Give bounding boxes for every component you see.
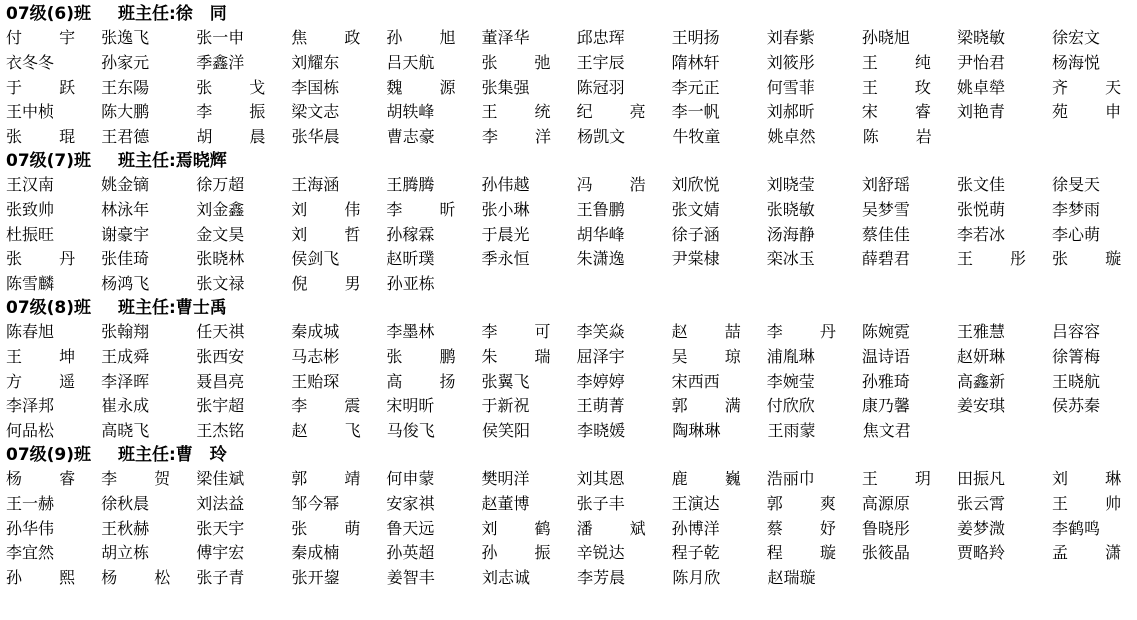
student-name: 赵妍琳: [956, 346, 1005, 366]
student-name: 邱忠珲: [576, 28, 625, 47]
student-name: 张子青: [196, 568, 245, 588]
student-name: 张华晨: [291, 127, 340, 147]
student-name: 张 萌: [291, 518, 377, 538]
student-name: 焦 政: [291, 28, 377, 47]
student-name: 何申蒙: [386, 468, 435, 488]
student-name: 李心萌: [1052, 224, 1101, 244]
student-name: 孙华伟: [6, 518, 55, 538]
student-name: 孙博洋: [671, 518, 720, 538]
student-name: 梁佳斌: [196, 468, 245, 488]
student-name: 刘晓莹: [766, 174, 815, 194]
student-row: [6, 419, 1104, 444]
student-name: 王中桢: [6, 102, 55, 122]
student-name: 张佳琦: [101, 249, 150, 269]
student-name: 赵 飞: [291, 421, 377, 441]
student-name: 吴 琼: [671, 346, 757, 366]
student-name: 付 宇: [6, 28, 92, 47]
student-row: [6, 51, 1104, 76]
class-label: 07级(8)班: [6, 297, 92, 318]
student-name: 王一赫: [6, 493, 55, 513]
student-name: 刘志诚: [481, 568, 530, 588]
student-name: 金文昊: [196, 224, 245, 244]
student-name: 李 可: [481, 321, 567, 341]
student-name: 杜振旺: [6, 224, 55, 244]
student-name: 王 玫: [861, 77, 947, 97]
student-name: 张文佳: [956, 174, 1005, 194]
student-row: [6, 566, 1104, 591]
student-row: [6, 345, 1104, 370]
student-name: 李芳晨: [577, 568, 626, 588]
student-name: 徐秋晨: [101, 493, 150, 513]
student-name: 纪 亮: [576, 102, 662, 122]
student-name: 于新祝: [481, 396, 530, 416]
class-section: [6, 444, 1137, 591]
student-row: [6, 173, 1104, 198]
student-name: 张子丰: [576, 493, 625, 513]
student-name: 郭 靖: [291, 468, 377, 488]
student-name: 蔡 妤: [766, 518, 852, 538]
head-teacher-label: 班主任:曹 玲: [118, 444, 227, 465]
student-name: 姜梦溦: [956, 518, 1005, 538]
student-name: 隋林轩: [671, 52, 720, 72]
student-name: 刘春紫: [766, 28, 815, 47]
student-name: 陶琳琳: [672, 421, 721, 441]
student-row: [6, 320, 1104, 345]
student-name: 梁文志: [291, 102, 340, 122]
student-name: 王 统: [481, 102, 567, 122]
student-name: 赵昕璞: [386, 249, 435, 269]
student-name: 于晨光: [481, 224, 530, 244]
student-name: 孙伟越: [481, 174, 530, 194]
student-name: 王雨蒙: [767, 421, 816, 441]
student-name: 张西安: [196, 346, 245, 366]
student-name: 刘 伟: [291, 199, 377, 219]
student-name: 刘筱彤: [766, 52, 815, 72]
student-name: 王海涵: [291, 174, 340, 194]
student-name: 栾冰玉: [766, 249, 815, 269]
student-name: 高晓飞: [101, 421, 150, 441]
student-name: 秦成楠: [291, 543, 340, 563]
student-name: 杨 松: [101, 568, 187, 588]
student-name: 徐箐梅: [1052, 346, 1101, 366]
head-teacher-label: 班主任:焉晓辉: [118, 150, 227, 171]
student-name: 刘艳青: [956, 102, 1005, 122]
student-name: 王鲁鹏: [576, 199, 625, 219]
student-name: 陈月欣: [672, 568, 721, 588]
student-name: 胡 晨: [196, 127, 282, 147]
student-name: 孙亚栋: [386, 274, 435, 294]
head-teacher-label: 班主任:曹士禹: [118, 297, 227, 318]
student-name: 张逸飞: [101, 28, 150, 47]
student-row: [6, 370, 1104, 395]
student-name: 程子乾: [671, 543, 720, 563]
student-name: 林泳年: [101, 199, 150, 219]
student-name: 王萌菁: [576, 396, 625, 416]
student-row: [6, 467, 1137, 492]
student-name: 孙 振: [481, 543, 567, 563]
student-name: 冯 浩: [576, 174, 662, 194]
class-header: [6, 444, 1104, 467]
student-name: 王雅慧: [956, 321, 1005, 341]
student-row: [6, 76, 1137, 101]
class-label: 07级(6)班: [6, 4, 92, 24]
student-name: 浩丽巾: [766, 468, 815, 488]
student-name: 鲁天远: [386, 518, 435, 538]
head-teacher-label: 班主任:徐 同: [118, 4, 227, 24]
student-name: 浦胤琳: [766, 346, 815, 366]
student-name: 李若冰: [956, 224, 1005, 244]
student-name: 李 震: [291, 396, 377, 416]
student-name: 程 璇: [766, 543, 852, 563]
student-name: 康乃馨: [861, 396, 910, 416]
class-header: [6, 3, 1104, 26]
student-name: 李泽邦: [6, 396, 55, 416]
class-header: [6, 297, 1104, 320]
student-name: 梁晓敏: [956, 28, 1005, 47]
student-name: 张云霄: [956, 493, 1005, 513]
student-name: 王明扬: [671, 28, 720, 47]
student-name: 潘 斌: [576, 518, 662, 538]
student-name: 何品松: [6, 421, 55, 441]
student-name: 徐宏文: [1052, 28, 1101, 47]
student-name: 汤海静: [766, 224, 815, 244]
student-name: 刘郝昕: [766, 102, 815, 122]
student-name: 王 坤: [6, 346, 92, 366]
student-name: 王宇辰: [576, 52, 625, 72]
student-name: 张翼飞: [481, 371, 530, 391]
student-name: 王 玥: [861, 468, 947, 488]
student-name: 季永恒: [481, 249, 530, 269]
student-name: 王晓航: [1052, 371, 1101, 391]
student-name: 聂昌亮: [196, 371, 245, 391]
student-name: 王汉南: [6, 174, 55, 194]
student-name: 吕容容: [1052, 321, 1101, 341]
student-name: 孟 潇: [1052, 543, 1137, 563]
student-row: [6, 198, 1104, 223]
student-name: 王 帅: [1052, 493, 1137, 513]
student-name: 尹棠棣: [671, 249, 720, 269]
student-name: 姜智丰: [386, 568, 435, 588]
student-name: 陈大鹏: [101, 102, 150, 122]
student-name: 王 纯: [861, 52, 947, 72]
student-name: 李 丹: [766, 321, 852, 341]
student-name: 张小琳: [481, 199, 530, 219]
student-name: 马志彬: [291, 346, 340, 366]
student-name: 孙雅琦: [861, 371, 910, 391]
student-name: 鹿 巍: [671, 468, 757, 488]
student-name: 杨鸿飞: [101, 274, 150, 294]
student-name: 王成舜: [101, 346, 150, 366]
student-name: 王秋赫: [101, 518, 150, 538]
student-name: 杨海悦: [1052, 52, 1101, 72]
student-name: 李 昕: [386, 199, 472, 219]
student-name: 倪 男: [291, 274, 377, 294]
student-name: 刘法益: [196, 493, 245, 513]
student-name: 刘 鹤: [481, 518, 567, 538]
student-name: 李元正: [671, 77, 720, 97]
student-name: 宋西西: [671, 371, 720, 391]
student-name: 杨凯文: [577, 127, 626, 147]
student-name: 蔡佳佳: [861, 224, 910, 244]
student-name: 李 洋: [481, 127, 568, 147]
student-name: 高鑫新: [956, 371, 1005, 391]
student-name: 姚金镝: [101, 174, 150, 194]
student-name: 王腾腾: [386, 174, 435, 194]
student-name: 陈春旭: [6, 321, 55, 341]
class-section: [6, 3, 1137, 150]
student-name: 衣冬冬: [6, 52, 55, 72]
student-name: 贾略羚: [956, 543, 1005, 563]
student-name: 付欣欣: [766, 396, 815, 416]
student-name: 谢豪宇: [101, 224, 150, 244]
student-name: 孙家元: [101, 52, 150, 72]
student-name: 任天祺: [196, 321, 245, 341]
student-name: 侯剑飞: [291, 249, 340, 269]
student-name: 温诗语: [861, 346, 910, 366]
student-name: 张晓敏: [766, 199, 815, 219]
student-name: 苑 申: [1052, 102, 1137, 122]
student-row: [6, 26, 1104, 51]
student-row: [6, 394, 1104, 419]
student-name: 安家祺: [386, 493, 435, 513]
student-name: 张一申: [196, 28, 245, 47]
student-name: 张天宇: [196, 518, 245, 538]
student-name: 王东陽: [101, 77, 150, 97]
student-name: 张悦萌: [956, 199, 1005, 219]
student-name: 郭 满: [671, 396, 757, 416]
student-name: 胡轶峰: [386, 102, 435, 122]
student-name: 鲁晓彤: [861, 518, 910, 538]
class-label: 07级(7)班: [6, 150, 92, 171]
student-name: 季鑫洋: [196, 52, 245, 72]
student-name: 孙 旭: [386, 28, 472, 47]
student-name: 田振凡: [956, 468, 1005, 488]
student-name: 宋 睿: [861, 102, 947, 122]
student-name: 秦成城: [291, 321, 340, 341]
student-name: 李鹤鸣: [1052, 518, 1101, 538]
student-name: 曹志豪: [386, 127, 435, 147]
student-name: 刘 琳: [1052, 468, 1137, 488]
student-name: 李笑焱: [576, 321, 625, 341]
student-name: 樊明洋: [481, 468, 530, 488]
class-roster-document: [6, 3, 1137, 591]
student-name: 高源原: [861, 493, 910, 513]
student-name: 赵瑞璇: [767, 568, 816, 588]
student-name: 李 贺: [101, 468, 187, 488]
student-name: 屈泽宇: [576, 346, 625, 366]
student-name: 赵董博: [481, 493, 530, 513]
student-row: [6, 247, 1137, 272]
student-name: 侯笑阳: [481, 421, 530, 441]
class-section: [6, 297, 1104, 444]
student-name: 焦文君: [862, 421, 911, 441]
student-name: 吕天航: [386, 52, 435, 72]
student-name: 张 琨: [6, 127, 92, 147]
student-name: 张文婧: [671, 199, 720, 219]
student-name: 张 戈: [196, 77, 282, 97]
student-name: 刘 哲: [291, 224, 377, 244]
student-name: 张 丹: [6, 249, 92, 269]
student-name: 赵 喆: [671, 321, 757, 341]
student-name: 马俊飞: [386, 421, 435, 441]
student-name: 宋明昕: [386, 396, 435, 416]
student-name: 姜安琪: [956, 396, 1005, 416]
student-name: 尹怡君: [956, 52, 1005, 72]
student-name: 张 璇: [1052, 249, 1137, 269]
student-name: 陈 岩: [862, 127, 948, 147]
student-name: 郭 爽: [766, 493, 852, 513]
student-name: 何雪菲: [766, 77, 815, 97]
student-row: [6, 541, 1137, 566]
student-name: 张 弛: [481, 52, 567, 72]
student-name: 魏 源: [386, 77, 472, 97]
student-name: 刘耀东: [291, 52, 340, 72]
student-row: [6, 517, 1104, 542]
student-name: 杨 睿: [6, 468, 92, 488]
student-name: 李婉莹: [766, 371, 815, 391]
student-name: 姚卓犖: [956, 77, 1005, 97]
student-name: 张翰翔: [101, 321, 150, 341]
student-name: 刘金鑫: [196, 199, 245, 219]
student-name: 孙晓旭: [861, 28, 910, 47]
student-name: 刘舒瑶: [861, 174, 910, 194]
student-name: 李一帆: [671, 102, 720, 122]
student-name: 王君德: [101, 127, 150, 147]
student-row: [6, 272, 1104, 297]
student-name: 李墨林: [386, 321, 435, 341]
student-name: 张宇超: [196, 396, 245, 416]
student-name: 张集强: [481, 77, 530, 97]
student-name: 张开鋆: [291, 568, 340, 588]
student-name: 李国栋: [291, 77, 340, 97]
student-name: 王贻琛: [291, 371, 340, 391]
student-name: 薛碧君: [861, 249, 910, 269]
student-name: 傅宇宏: [196, 543, 245, 563]
student-name: 孙 熙: [6, 568, 92, 588]
student-name: 陈婉霓: [861, 321, 910, 341]
student-name: 王演达: [671, 493, 720, 513]
student-name: 刘欣悦: [671, 174, 720, 194]
student-name: 张 鹏: [386, 346, 472, 366]
student-name: 齐 天: [1052, 77, 1137, 97]
student-name: 刘其恩: [576, 468, 625, 488]
student-name: 张致帅: [6, 199, 55, 219]
student-name: 李晓媛: [577, 421, 626, 441]
student-name: 李宜然: [6, 543, 55, 563]
student-name: 李 振: [196, 102, 282, 122]
student-name: 朱 瑞: [481, 346, 567, 366]
student-name: 牛牧童: [672, 127, 721, 147]
student-name: 张筱晶: [861, 543, 910, 563]
student-name: 胡立栋: [101, 543, 150, 563]
student-name: 辛锐达: [576, 543, 625, 563]
student-name: 陈冠羽: [576, 77, 625, 97]
student-name: 孙英超: [386, 543, 435, 563]
student-name: 邹今幂: [291, 493, 340, 513]
student-name: 李梦雨: [1052, 199, 1101, 219]
student-name: 徐子涵: [671, 224, 720, 244]
student-name: 朱潇逸: [576, 249, 625, 269]
class-label: 07级(9)班: [6, 444, 92, 465]
student-name: 高 扬: [386, 371, 472, 391]
student-row: [6, 100, 1137, 125]
student-name: 王 彤: [956, 249, 1043, 269]
student-name: 陈雪麟: [6, 274, 55, 294]
student-row: [6, 223, 1104, 248]
student-name: 张文禄: [196, 274, 245, 294]
class-header: [6, 150, 1104, 173]
student-name: 王杰铭: [196, 421, 245, 441]
student-name: 李泽晖: [101, 371, 150, 391]
student-name: 董泽华: [481, 28, 530, 47]
student-name: 孙稼霖: [386, 224, 435, 244]
student-name: 胡华峰: [576, 224, 625, 244]
student-row: [6, 125, 1104, 150]
class-section: [6, 150, 1137, 297]
student-name: 徐万超: [196, 174, 245, 194]
student-name: 于 跃: [6, 77, 92, 97]
student-name: 姚卓然: [767, 127, 816, 147]
student-name: 方 遥: [6, 371, 92, 391]
student-row: [6, 492, 1137, 517]
student-name: 李婷婷: [576, 371, 625, 391]
student-name: 张晓林: [196, 249, 245, 269]
student-name: 吴梦雪: [861, 199, 910, 219]
student-name: 侯苏秦: [1052, 396, 1101, 416]
student-name: 徐旻天: [1052, 174, 1101, 194]
student-name: 崔永成: [101, 396, 150, 416]
